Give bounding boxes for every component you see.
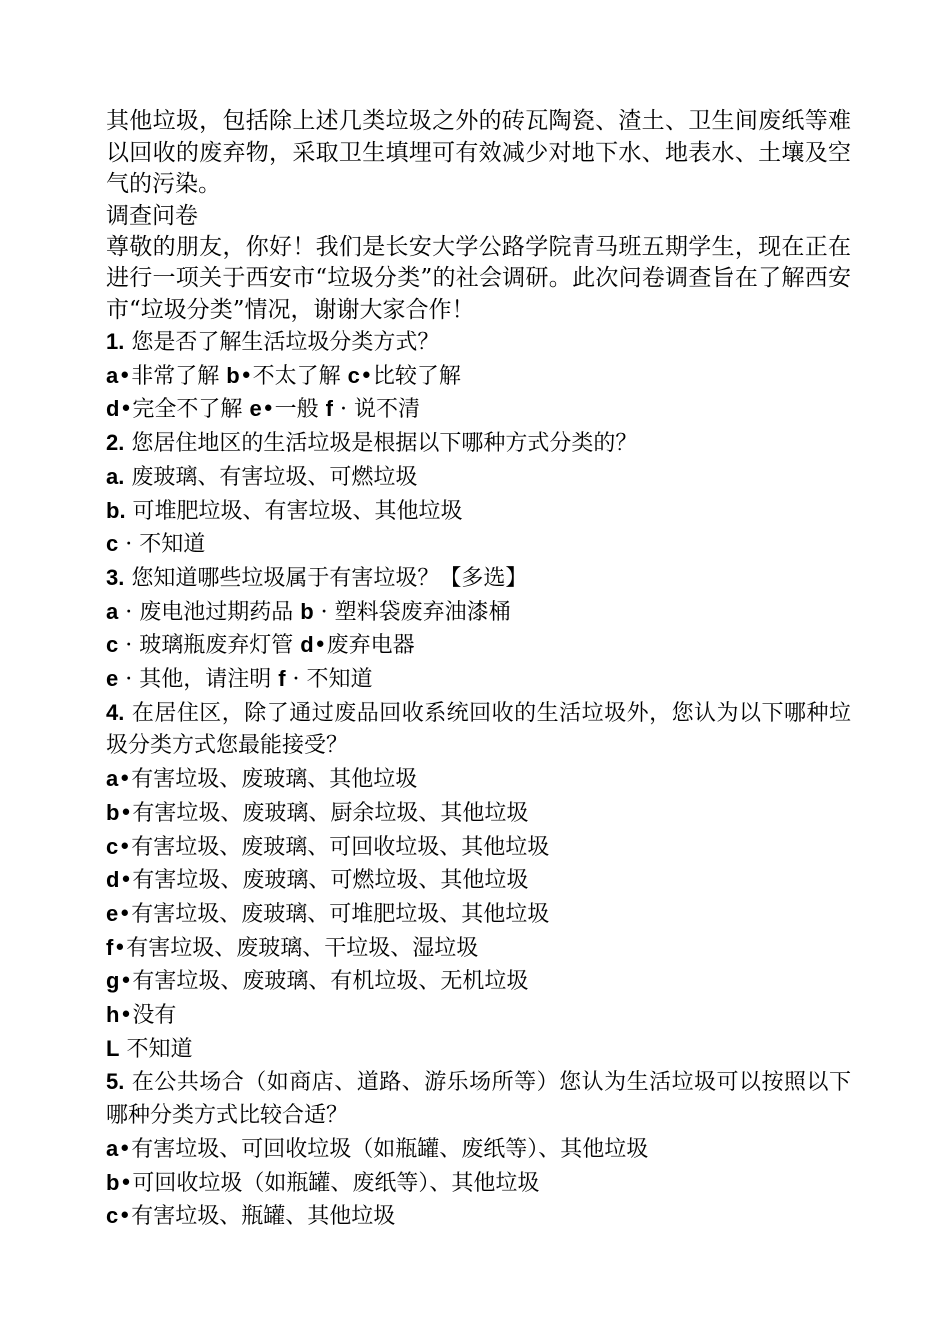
question-1-options-row-2: d•完全不了解 e•一般 f · 说不清 [106,396,420,423]
question-3-options-row-2: c · 玻璃瓶废弃灯管 d•废弃电器 [106,632,415,659]
document-page [106,106,851,1234]
question-4-option-f: f•有害垃圾、废玻璃、干垃圾、湿垃圾 [106,934,479,961]
question-4-option-h: h•没有 [106,1002,177,1029]
question-4-option-b: b•有害垃圾、废玻璃、厨余垃圾、其他垃圾 [106,799,529,826]
question-4-option-a: a•有害垃圾、废玻璃、其他垃圾 [106,766,418,793]
question-4-option-g: g•有害垃圾、废玻璃、有机垃圾、无机垃圾 [106,968,529,995]
question-4-option-c: c•有害垃圾、废玻璃、可回收垃圾、其他垃圾 [106,833,550,860]
question-4-option-d: d•有害垃圾、废玻璃、可燃垃圾、其他垃圾 [106,867,529,894]
question-4-option-l: L 不知道 [106,1035,193,1062]
question-4: 4. 在居住区，除了通过废品回收系统回收的生活垃圾外，您认为以下哪种垃圾分类方式您最能接受？ [106,699,851,759]
intro-paragraph: 其他垃圾，包括除上述几类垃圾之外的砖瓦陶瓷、渣土、卫生间废纸等难以回收的废弃物，采取卫生填埋可有效减少对地下水、地表水、土壤及空气的污染。 [106,108,851,197]
question-2-option-c: c · 不知道 [106,531,206,558]
question-3: 3. 您知道哪些垃圾属于有害垃圾？【多选】 [106,564,528,591]
question-3-options-row-1: a · 废电池过期药品 b · 塑料袋废弃油漆桶 [106,598,511,625]
question-5-option-b: b•可回收垃圾（如瓶罐、废纸等）、其他垃圾 [106,1169,540,1196]
question-3-options-row-3: e · 其他，请注明 f · 不知道 [106,666,373,693]
question-2-option-b: b. 可堆肥垃圾、有害垃圾、其他垃圾 [106,497,463,524]
question-2-option-a: a. 废玻璃、有害垃圾、可燃垃圾 [106,463,418,490]
question-1: 1. 您是否了解生活垃圾分类方式？ [106,329,440,355]
question-5-option-c: c•有害垃圾、瓶罐、其他垃圾 [106,1203,396,1230]
question-5: 5. 在公共场合（如商店、道路、游乐场所等）您认为生活垃圾可以按照以下哪种分类方式比较合适？ [106,1069,851,1129]
question-2: 2. 您居住地区的生活垃圾是根据以下哪种方式分类的？ [106,430,638,457]
question-4-option-e: e•有害垃圾、废玻璃、可堆肥垃圾、其他垃圾 [106,900,550,927]
greeting-paragraph: 尊敬的朋友，你好！我们是长安大学公路学院青马班五期学生，现在正在进行一项关于西安市“垃圾分类”的社会调研。此次问卷调查旨在了解西安市“垃圾分类”情况，谢谢大家合作！ [106,233,851,323]
survey-title: 调查问卷 [106,202,198,229]
question-1-options-row-1: a•非常了解 b•不太了解 c•比较了解 [106,362,461,389]
question-5-option-a: a•有害垃圾、可回收垃圾（如瓶罐、废纸等）、其他垃圾 [106,1135,649,1162]
